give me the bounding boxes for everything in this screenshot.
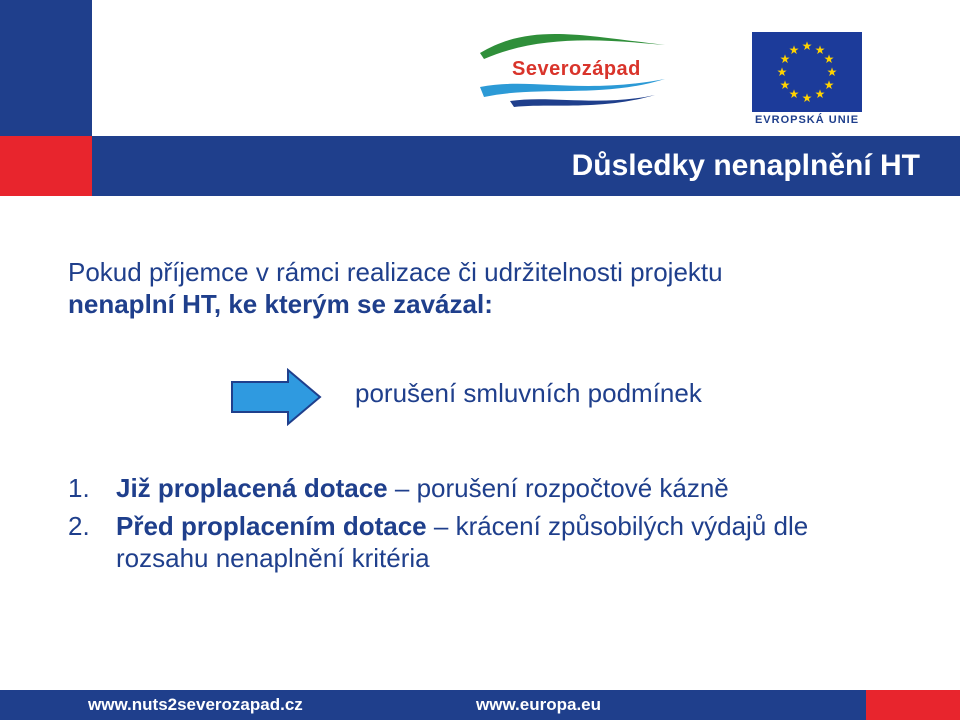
list-text [116, 472, 898, 504]
list-number: 2. [68, 511, 90, 541]
eu-stars-icon [752, 32, 862, 112]
left-blue-bar [0, 0, 92, 136]
list-bold-text: Již proplacená dotace [116, 473, 388, 503]
slide-title: Důsledky nenaplnění HT [571, 149, 920, 182]
logo-text: Severozápad [512, 58, 641, 80]
svg-text:★: ★ [779, 52, 791, 66]
footer-link-europa[interactable]: www.europa.eu [476, 695, 602, 714]
list-rest-text: – porušení rozpočtové kázně [387, 473, 729, 503]
svg-text:★: ★ [788, 43, 800, 57]
consequence-text: porušení smluvních podmínek [355, 378, 702, 408]
svg-text:★: ★ [788, 87, 800, 101]
list-bold-text: Před proplacením dotace [116, 511, 427, 541]
list-item [68, 510, 898, 574]
svg-text:★: ★ [801, 91, 813, 105]
svg-text:★: ★ [826, 65, 838, 79]
list-rest-text: – krácení způsobilých výdajů dle rozsahu nenaplnění kritéria [116, 511, 809, 573]
consequence-list [68, 472, 898, 580]
list-item [68, 472, 898, 504]
intro-paragraph [68, 256, 908, 320]
svg-text:★: ★ [776, 65, 788, 79]
svg-text:★: ★ [814, 43, 826, 57]
footer-link-nuts2[interactable]: www.nuts2severozapad.cz [88, 695, 303, 714]
intro-line-2: nenaplní HT, ke kterým se zavázal: [68, 289, 493, 319]
svg-text:★: ★ [801, 39, 813, 53]
list-number: 1. [68, 473, 90, 503]
right-arrow-icon [230, 368, 322, 426]
eu-flag [752, 32, 862, 112]
footer-red-block [866, 690, 960, 720]
intro-line-1: Pokud příjemce v rámci realizace či udržitelnosti projektu [68, 257, 723, 287]
list-text [116, 510, 898, 574]
svg-text:★: ★ [823, 78, 835, 92]
severozapad-logo [470, 25, 690, 115]
svg-text:★: ★ [814, 87, 826, 101]
svg-text:★: ★ [823, 52, 835, 66]
svg-text:★: ★ [779, 78, 791, 92]
left-red-bar [0, 136, 92, 196]
eu-label: EVROPSKÁ UNIE [754, 114, 860, 126]
